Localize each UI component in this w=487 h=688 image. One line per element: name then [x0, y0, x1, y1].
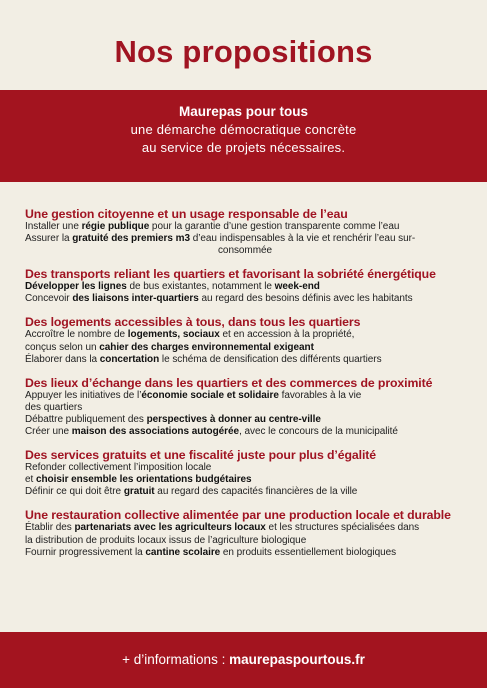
body-text: conçus selon un	[25, 341, 100, 353]
body-text: d’eau indispensables à la vie et renchérir l’eau sur-	[190, 233, 416, 245]
body-text: Créer une	[25, 426, 72, 438]
body-text: en produits essentiellement biologiques	[220, 546, 397, 558]
body-text: des quartiers	[25, 401, 83, 413]
body-text: le schéma de densification des différents quartiers	[159, 353, 382, 365]
body-text: pour la garantie d’une gestion transparente comme l’eau	[149, 221, 400, 232]
proposal-line	[25, 402, 465, 414]
footer-text	[0, 652, 487, 667]
body-text: Appuyer les initiatives de l’	[25, 389, 142, 401]
highlighted-text: choisir ensemble les orientations budgétaires	[35, 474, 252, 486]
highlighted-text: concertation	[99, 353, 160, 365]
proposal-line	[25, 462, 465, 474]
proposal-line	[25, 535, 465, 547]
body-text: au regard des capacités financières de la ville	[154, 486, 358, 498]
proposal-section	[25, 376, 465, 438]
page-title: Nos propositions	[114, 34, 373, 69]
body-text: Débattre publiquement des	[25, 413, 147, 425]
banner-subline-2: au service de projets nécessaires.	[141, 140, 346, 155]
footer-banner	[0, 632, 487, 688]
highlighted-text: logements, sociaux	[127, 329, 220, 341]
proposal-section	[25, 448, 465, 498]
highlighted-text: cantine scolaire	[145, 546, 221, 558]
body-text: la distribution de produits locaux issus de l’agriculture biologique	[25, 534, 307, 546]
proposal-title: Une restauration collective alimentée par une production locale et durable	[25, 508, 451, 523]
body-text: et les structures spécialisées dans	[265, 522, 420, 534]
proposal-title: Des lieux d’échange dans les quartiers et des commerces de proximité	[25, 375, 433, 390]
proposal-line	[25, 233, 465, 245]
body-text: Établir des	[25, 522, 75, 534]
proposal-line	[25, 221, 465, 233]
body-text: favorables à la vie	[278, 389, 362, 401]
proposal-line	[25, 281, 465, 293]
body-text: Concevoir	[25, 293, 73, 305]
body-text: consommée	[217, 245, 273, 257]
highlighted-text: gratuit	[123, 486, 155, 498]
proposal-title: Des services gratuits et une fiscalité juste pour plus d’égalité	[25, 448, 377, 463]
body-text: et en accession à la propriété,	[219, 329, 355, 341]
highlighted-text: des liaisons inter-quartiers	[72, 293, 199, 305]
proposals-list	[25, 207, 465, 569]
proposal-line	[25, 486, 465, 498]
body-text: et	[25, 474, 36, 486]
highlighted-text: maison des associations autogérée	[71, 426, 240, 438]
proposal-line	[25, 293, 465, 305]
website-link[interactable]: maurepaspourtous.fr	[229, 652, 365, 667]
highlighted-text: week-end	[274, 281, 320, 293]
highlighted-text: perspectives à donner au centre-ville	[146, 413, 321, 425]
proposal-section	[25, 315, 465, 365]
proposal-line	[25, 547, 465, 559]
highlighted-text: partenariats avec les agriculteurs locaux	[74, 522, 266, 534]
proposal-line	[25, 426, 465, 438]
highlighted-text: gratuité des premiers m3	[72, 233, 190, 245]
proposal-title: Des transports reliant les quartiers et favorisant la sobriété énergétique	[25, 267, 436, 282]
highlighted-text: régie publique	[81, 221, 150, 232]
intro-banner	[0, 90, 487, 182]
footer-prefix: + d’informations :	[122, 652, 230, 667]
body-text: Refonder collectivement l’imposition locale	[25, 462, 212, 474]
body-text: Élaborer dans la	[25, 353, 100, 365]
proposal-line	[25, 329, 465, 341]
proposal-section	[25, 207, 465, 257]
body-text: au regard des besoins définis avec les habitants	[198, 293, 413, 305]
proposal-line	[25, 474, 465, 486]
body-text: Définir ce qui doit être	[25, 486, 124, 498]
proposal-line	[25, 522, 465, 534]
proposal-section	[25, 508, 465, 558]
highlighted-text: Développer les lignes	[25, 281, 127, 293]
banner-headline: Maurepas pour tous	[178, 104, 308, 119]
body-text: de bus existantes, notamment le	[126, 281, 275, 293]
body-text: Accroître le nombre de	[25, 329, 128, 341]
proposal-line	[25, 390, 465, 402]
highlighted-text: cahier des charges environnemental exigeant	[99, 341, 314, 353]
proposal-title: Une gestion citoyenne et un usage responsable de l’eau	[25, 207, 348, 221]
proposal-line	[25, 414, 465, 426]
proposal-line	[25, 354, 465, 366]
body-text: Assurer la	[25, 233, 73, 245]
proposal-line	[25, 342, 465, 354]
banner-subline-1: une démarche démocratique concrète	[130, 122, 357, 137]
proposal-section	[25, 267, 465, 305]
body-text: Installer une	[25, 221, 82, 232]
highlighted-text: économie sociale et solidaire	[141, 389, 279, 401]
body-text: , avec le concours de la municipalité	[239, 426, 398, 438]
proposal-title: Des logements accessibles à tous, dans tous les quartiers	[25, 315, 361, 330]
body-text: Fournir progressivement la	[25, 546, 146, 558]
proposal-line	[25, 245, 465, 257]
